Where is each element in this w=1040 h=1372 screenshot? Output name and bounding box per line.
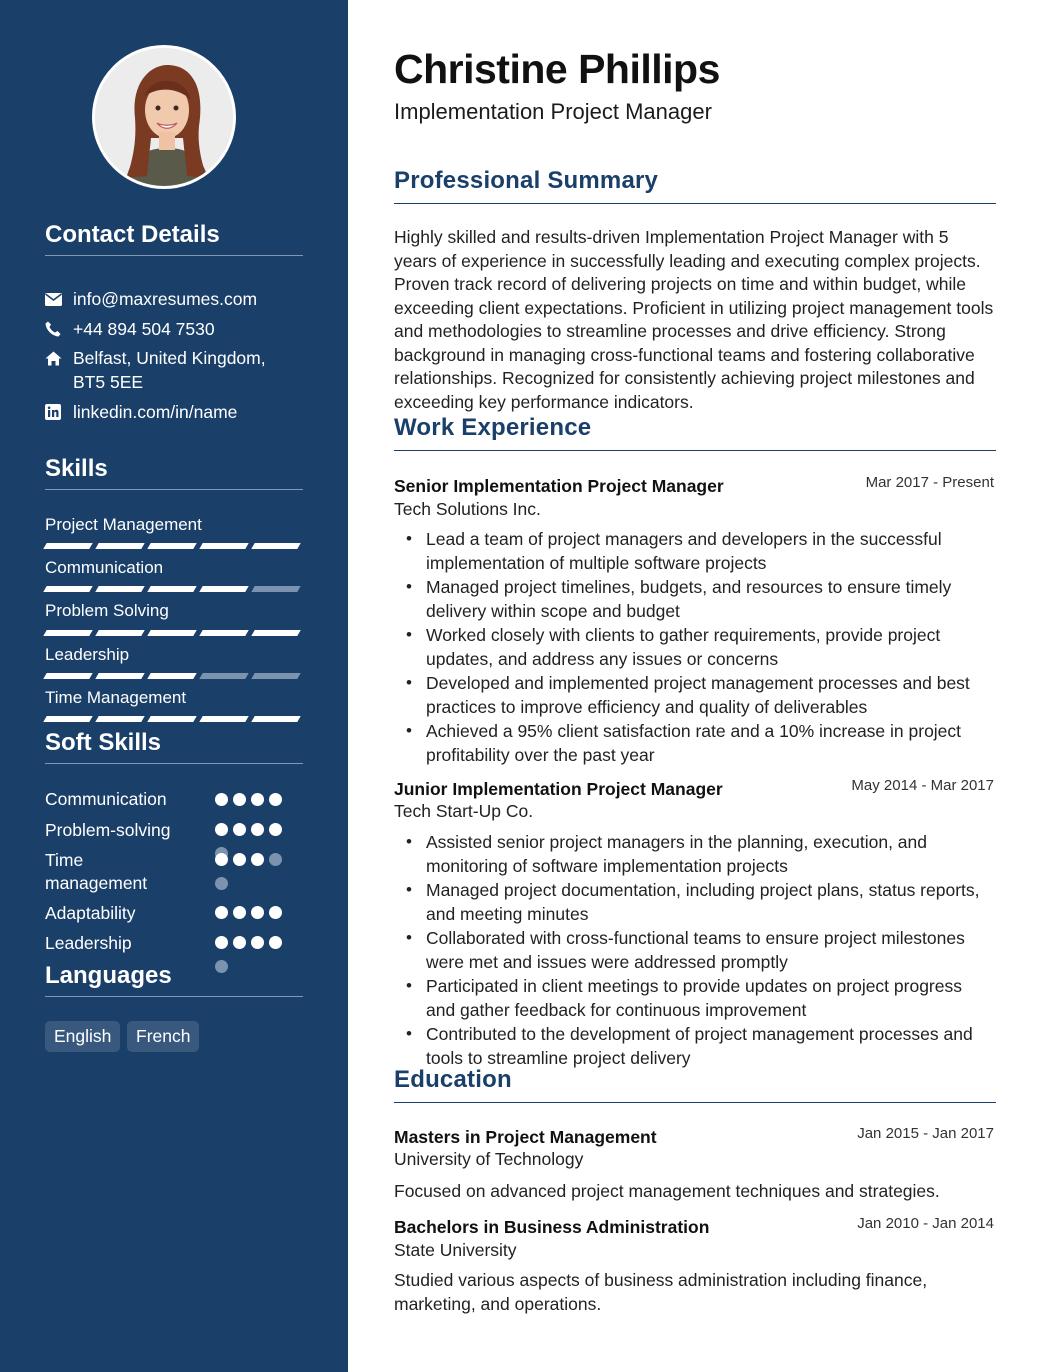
- home-icon: [45, 348, 73, 368]
- list-item: • Lead a team of project managers and developers in the successful implementation of multiple software projects: [394, 527, 996, 575]
- address-line-1: Belfast, United Kingdom,: [73, 348, 266, 368]
- skill-label: Leadership: [45, 645, 130, 664]
- school-name: University of Technology: [394, 1149, 584, 1169]
- skill-segment: [251, 543, 300, 549]
- skill-segment: [43, 586, 92, 592]
- job-dates: May 2014 - Mar 2017: [851, 777, 994, 794]
- list-item: • Achieved a 95% client satisfaction rate and a 10% increase in project profitability over the past year: [394, 719, 996, 767]
- skill-segment: [199, 543, 248, 549]
- rating-dot: [251, 823, 264, 836]
- skill-segment: [43, 716, 92, 722]
- list-item: • Participated in client meetings to provide updates on project progress and gather feedback for continuous improvement: [394, 974, 996, 1022]
- rating-dot: [251, 853, 264, 866]
- soft-skill-label: Problem-solving: [45, 820, 171, 840]
- soft-skill-label-line1: Time: [45, 850, 84, 870]
- experience-heading: Work Experience: [394, 414, 996, 451]
- list-item: • Contributed to the development of project management processes and tools to streamline project delivery: [394, 1022, 996, 1070]
- skill-level-bar: [45, 543, 303, 549]
- person-name: Christine Phillips: [394, 46, 720, 92]
- skill-segment: [43, 673, 92, 679]
- skill-label: Project Management: [45, 515, 202, 534]
- list-item: • Managed project timelines, budgets, and resources to ensure timely delivery within scope and budget: [394, 575, 996, 623]
- skill-segment: [251, 630, 300, 636]
- soft-skill-label: Leadership: [45, 933, 132, 953]
- list-item: • Assisted senior project managers in the planning, execution, and monitoring of software implementation projects: [394, 830, 996, 878]
- list-item: • Managed project documentation, including project plans, status reports, and meeting minutes: [394, 878, 996, 926]
- phone-icon: [45, 319, 73, 339]
- envelope-icon: [45, 289, 73, 309]
- language-tag-english: English: [45, 1021, 120, 1052]
- contact-address: [45, 348, 266, 394]
- rating-dot: [233, 793, 246, 806]
- skill-segment: [199, 630, 248, 636]
- rating-dot: [215, 793, 228, 806]
- skill-segment: [147, 673, 196, 679]
- degree-title: Masters in Project Management: [394, 1127, 657, 1147]
- skill-segment: [43, 543, 92, 549]
- skill-level-bar: [45, 586, 303, 592]
- rating-dot: [251, 906, 264, 919]
- rating-dot: [251, 936, 264, 949]
- skill-label: Time Management: [45, 688, 187, 707]
- contact-linkedin[interactable]: [45, 402, 237, 424]
- skills-heading: Skills: [45, 455, 303, 490]
- contact-heading: Contact Details: [45, 221, 303, 256]
- job-bullets: [394, 527, 996, 767]
- soft-skill-label: Adaptability: [45, 903, 136, 923]
- skill-segment: [95, 716, 144, 722]
- rating-dot: [215, 936, 228, 949]
- soft-skill-label-line2: management: [45, 873, 148, 893]
- degree-dates: Jan 2010 - Jan 2014: [857, 1215, 994, 1232]
- degree-title: Bachelors in Business Administration: [394, 1217, 710, 1237]
- soft-skill-label: [45, 849, 147, 895]
- skill-segment: [199, 586, 248, 592]
- skill-segment: [43, 630, 92, 636]
- languages-heading: Languages: [45, 962, 303, 997]
- skill-segment: [95, 630, 144, 636]
- address-text: [73, 346, 266, 394]
- soft-skill-rating: [215, 823, 282, 836]
- skill-segment: [251, 673, 300, 679]
- rating-dot: [251, 793, 264, 806]
- skill-segment: [147, 586, 196, 592]
- list-item: • Worked closely with clients to gather requirements, provide project updates, and address any issues or concerns: [394, 623, 996, 671]
- soft-skill-rating: [215, 936, 282, 949]
- list-item: • Collaborated with cross-functional teams to ensure project milestones were met and issues were addressed promptly: [394, 926, 996, 974]
- job-title: Senior Implementation Project Manager: [394, 476, 724, 496]
- skill-level-bar: [45, 630, 303, 636]
- rating-dot: [269, 906, 282, 919]
- job-company: Tech Solutions Inc.: [394, 499, 541, 519]
- skill-segment: [147, 716, 196, 722]
- degree-description: Focused on advanced project management techniques and strategies.: [394, 1181, 940, 1201]
- rating-dot: [269, 936, 282, 949]
- rating-dot: [215, 823, 228, 836]
- portrait-photo: [95, 48, 236, 189]
- skill-segment: [147, 543, 196, 549]
- skill-segment: [251, 586, 300, 592]
- degree-dates: Jan 2015 - Jan 2017: [857, 1125, 994, 1142]
- skill-label: Communication: [45, 558, 164, 577]
- skill-segment: [199, 673, 248, 679]
- skill-segment: [251, 716, 300, 722]
- linkedin-icon: [45, 402, 73, 422]
- job-company: Tech Start-Up Co.: [394, 801, 534, 821]
- list-item: • Developed and implemented project management processes and best practices to improve efficiency and quality of deliverables: [394, 671, 996, 719]
- skill-segment: [147, 630, 196, 636]
- phone-text: +44 894 504 7530: [73, 319, 215, 339]
- skill-label: Problem Solving: [45, 601, 169, 620]
- address-line-2: BT5 5EE: [73, 372, 144, 392]
- person-title: Implementation Project Manager: [394, 99, 712, 124]
- rating-dot: [233, 853, 246, 866]
- job-title: Junior Implementation Project Manager: [394, 779, 723, 799]
- skill-level-bar: [45, 716, 303, 722]
- soft-skill-rating: [215, 906, 282, 919]
- job-dates: Mar 2017 - Present: [865, 474, 994, 491]
- soft-skills-heading: Soft Skills: [45, 729, 303, 764]
- rating-dot: [215, 877, 228, 890]
- rating-dot: [269, 823, 282, 836]
- email-text: info@maxresumes.com: [73, 289, 258, 309]
- linkedin-text: linkedin.com/in/name: [73, 402, 238, 422]
- skill-level-bar: [45, 673, 303, 679]
- degree-description: Studied various aspects of business administration including finance, marketing, and operations.: [394, 1270, 928, 1314]
- skill-segment: [95, 543, 144, 549]
- sidebar: [0, 0, 348, 1372]
- soft-skill-label: Communication: [45, 789, 167, 809]
- rating-dot: [269, 793, 282, 806]
- rating-dot: [215, 853, 228, 866]
- summary-heading: Professional Summary: [394, 167, 996, 204]
- rating-dot: [233, 906, 246, 919]
- skill-segment: [199, 716, 248, 722]
- rating-dot: [233, 823, 246, 836]
- contact-email[interactable]: [45, 289, 257, 311]
- avatar: [92, 45, 236, 189]
- rating-dot: [215, 906, 228, 919]
- education-heading: Education: [394, 1066, 996, 1103]
- skill-segment: [95, 586, 144, 592]
- soft-skill-rating: [215, 853, 282, 866]
- skill-segment: [95, 673, 144, 679]
- summary-text: Highly skilled and results-driven Implementation Project Manager with 5 years of experience in successfully leading and executing complex projects. Proven track record of delivering projects on time and within budget, while exceeding client expectations. Proficient in utilizing project management tools and methodologies to streamline processes and drive efficiency. Strong background in managing cross-functional teams and fostering collaborative relationships. Recognized for consistently achieving project milestones and exceeding key performance indicators.: [394, 227, 994, 412]
- contact-phone[interactable]: [45, 319, 215, 341]
- soft-skill-rating: [215, 793, 282, 806]
- job-bullets: [394, 830, 996, 1070]
- school-name: State University: [394, 1240, 517, 1260]
- language-tag-french: French: [127, 1021, 199, 1052]
- rating-dot: [269, 853, 282, 866]
- rating-dot: [233, 936, 246, 949]
